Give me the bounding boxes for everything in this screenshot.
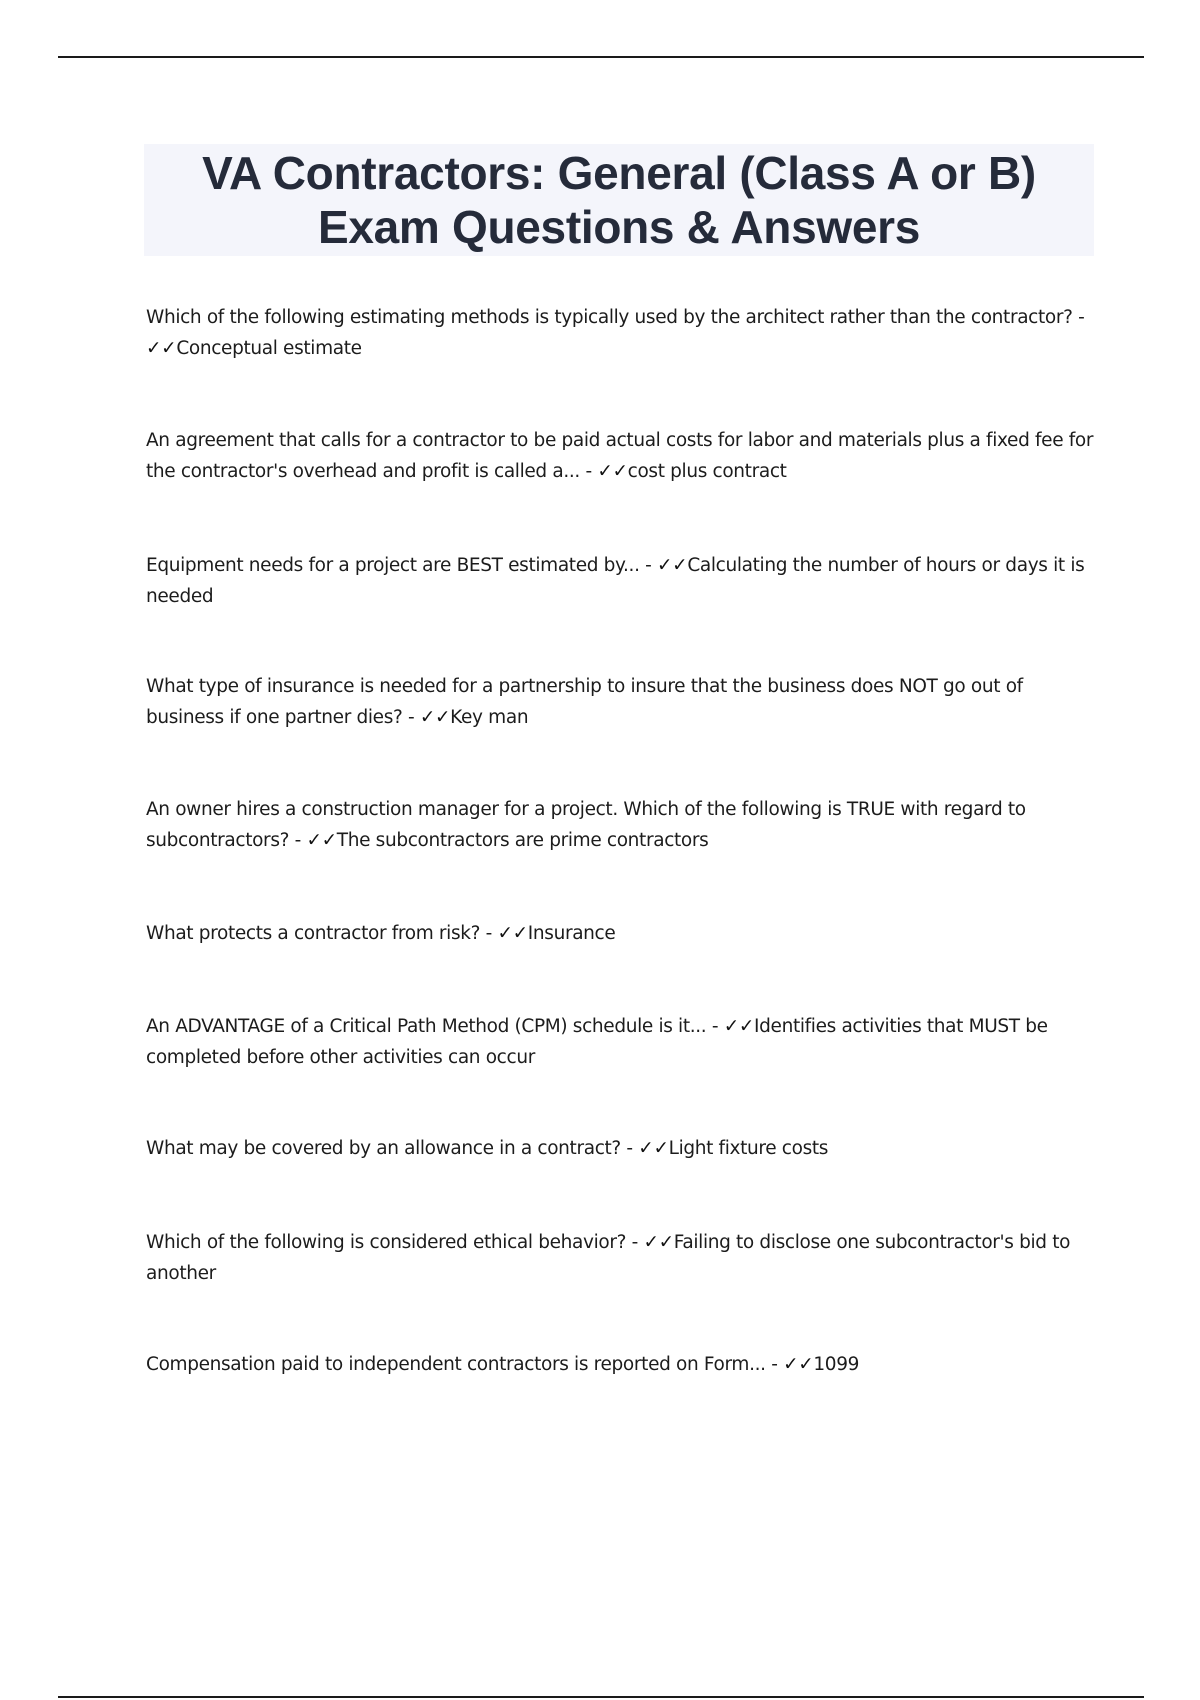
answer-text: Conceptual estimate bbox=[176, 338, 362, 359]
page-title-line-2: Exam Questions & Answers bbox=[317, 201, 921, 253]
title-banner bbox=[144, 144, 1094, 256]
answer-text: Insurance bbox=[527, 923, 616, 944]
double-check-icon: ✓✓ bbox=[783, 1354, 814, 1375]
qa-item bbox=[146, 918, 1094, 949]
answer-text: Key man bbox=[450, 707, 529, 728]
answer-text: cost plus contract bbox=[627, 461, 787, 482]
qa-list bbox=[146, 302, 1094, 1380]
double-check-icon: ✓✓ bbox=[306, 830, 337, 851]
question-text: What type of insurance is needed for a partnership to insure that the business does NOT go out of business if one partner dies? - bbox=[146, 676, 1023, 728]
question-text: What protects a contractor from risk? - bbox=[146, 923, 492, 944]
double-check-icon: ✓✓ bbox=[419, 707, 451, 728]
question-text: Which of the following estimating methods is typically used by the architect rather than the contractor? - bbox=[146, 307, 1085, 328]
double-check-icon: ✓✓ bbox=[638, 1138, 669, 1159]
qa-item bbox=[146, 1133, 1094, 1164]
question-text: An agreement that calls for a contractor to be paid actual costs for labor and materials plus a fixed fee for the contractor's overhead and profit is called a... - bbox=[146, 430, 1094, 482]
bottom-rule bbox=[58, 1696, 1144, 1698]
answer-text: Calculating the number of hours or days it is needed bbox=[146, 555, 1085, 607]
top-rule bbox=[58, 56, 1144, 58]
answer-text: Identifies activities that MUST be completed before other activities can occur bbox=[146, 1016, 1048, 1068]
double-check-icon: ✓✓ bbox=[657, 555, 688, 576]
question-text: Which of the following is considered ethical behavior? - bbox=[146, 1232, 638, 1253]
answer-text: Failing to disclose one subcontractor's bid to another bbox=[146, 1232, 1071, 1284]
double-check-icon: ✓✓ bbox=[597, 461, 628, 482]
question-text: What may be covered by an allowance in a contract? - bbox=[146, 1138, 633, 1159]
double-check-icon: ✓✓ bbox=[723, 1016, 755, 1037]
qa-item bbox=[146, 1349, 1094, 1380]
question-text: Equipment needs for a project are BEST estimated by... - bbox=[146, 555, 652, 576]
qa-item bbox=[146, 794, 1094, 856]
qa-item bbox=[146, 550, 1094, 612]
question-text: Compensation paid to independent contractors is reported on Form... - bbox=[146, 1354, 778, 1375]
qa-item bbox=[146, 425, 1094, 487]
qa-item bbox=[146, 1227, 1094, 1289]
qa-item bbox=[146, 671, 1094, 733]
double-check-icon: ✓✓ bbox=[146, 338, 177, 359]
answer-text: 1099 bbox=[813, 1354, 860, 1375]
answer-text: The subcontractors are prime contractors bbox=[336, 830, 709, 851]
qa-item bbox=[146, 302, 1094, 364]
question-text: An ADVANTAGE of a Critical Path Method (CPM) schedule is it... - bbox=[146, 1016, 719, 1037]
answer-text: Light fixture costs bbox=[668, 1138, 829, 1159]
page-title-line-1: VA Contractors: General (Class A or B) bbox=[202, 147, 1036, 199]
double-check-icon: ✓✓ bbox=[497, 923, 528, 944]
qa-item bbox=[146, 1011, 1094, 1073]
double-check-icon: ✓✓ bbox=[643, 1232, 674, 1253]
question-text: An owner hires a construction manager for a project. Which of the following is TRUE with regard to subcontractors? - bbox=[146, 799, 1026, 851]
